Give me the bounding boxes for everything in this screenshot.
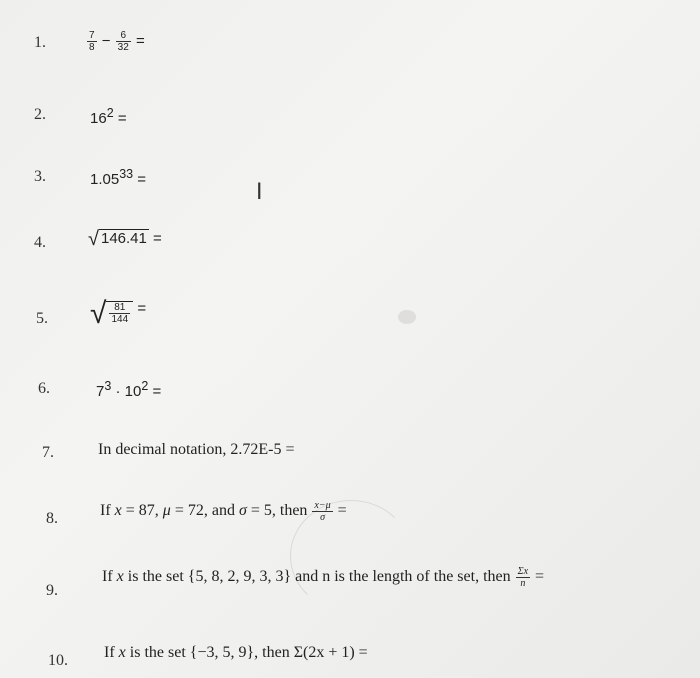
problem-number: 3. [34,168,46,185]
problem-4-expression [88,228,162,251]
problem-2-expression [90,106,127,127]
denominator: 32 [117,42,129,53]
equals-sign: = [337,502,347,520]
problem-7-text: In decimal notation, 2.72E-5 = [98,441,295,458]
numerator: 6 [116,30,131,42]
denominator: 144 [111,313,129,325]
text: If [104,644,115,661]
equals-sign: = [152,383,162,400]
equals-sign: = [135,32,145,50]
problem-5-expression [90,297,146,331]
problem-3-expression [90,167,146,188]
variable: x [116,568,124,586]
problem-number: 1. [34,34,46,51]
problem-number: 9. [46,582,58,599]
problem-number: 10. [48,652,68,669]
text: = 87, [125,502,159,520]
equals-sign: = [117,110,127,127]
problem-8-text [100,500,347,523]
numerator: Σx [517,566,529,577]
text: = 5, then [250,502,308,520]
denominator: 8 [89,42,95,53]
equals-sign: = [535,568,545,586]
fraction [312,500,332,523]
numerator: x−μ [314,500,331,511]
text: is the set {5, 8, 2, 9, 3, 3} and n is the length of the set, then [127,568,511,586]
radicand [106,301,133,325]
text: = 72, and [174,502,235,520]
fraction [116,30,131,53]
minus-sign: − [101,32,111,50]
text-cursor-icon: I [256,180,263,205]
radical-icon: √ [90,297,107,330]
variable: x [114,502,122,520]
exponent: 33 [119,167,134,181]
base: 7 [96,383,105,400]
problem-number: 7. [42,444,54,461]
equals-sign: = [153,230,162,247]
dot-operator: · [115,383,121,400]
variable: x [118,644,126,661]
radicand: 146.41 [100,230,147,247]
fraction [516,566,530,589]
variable: μ [162,502,171,520]
problem-6-expression [96,379,161,400]
denominator: σ [320,512,325,523]
text: If [100,502,111,520]
equals-sign: = [137,300,147,317]
text: is the set {−3, 5, 9}, then Σ(2x + 1) = [129,644,368,661]
exponent: 2 [106,106,114,120]
numerator: 7 [89,30,95,41]
problem-number: 4. [34,234,46,251]
problem-1-expression [86,30,145,53]
base: 16 [90,110,107,127]
smudge-mark [398,310,416,324]
denominator: n [520,578,526,589]
problem-number: 6. [38,380,50,397]
problem-number: 5. [36,310,48,327]
numerator: 81 [109,302,130,314]
radical-icon: √ [88,228,99,250]
problem-10-text [104,644,368,662]
equals-sign: = [137,171,147,188]
problem-9-text [102,566,544,589]
text: If [102,568,113,586]
base: 10 [124,383,142,400]
exponent: 3 [104,379,112,393]
base: 1.05 [90,171,120,188]
problem-number: 2. [34,106,46,123]
variable: σ [238,502,247,520]
fraction [109,302,130,325]
exponent: 2 [141,379,149,393]
fraction [87,30,97,53]
problem-number: 8. [46,510,58,527]
